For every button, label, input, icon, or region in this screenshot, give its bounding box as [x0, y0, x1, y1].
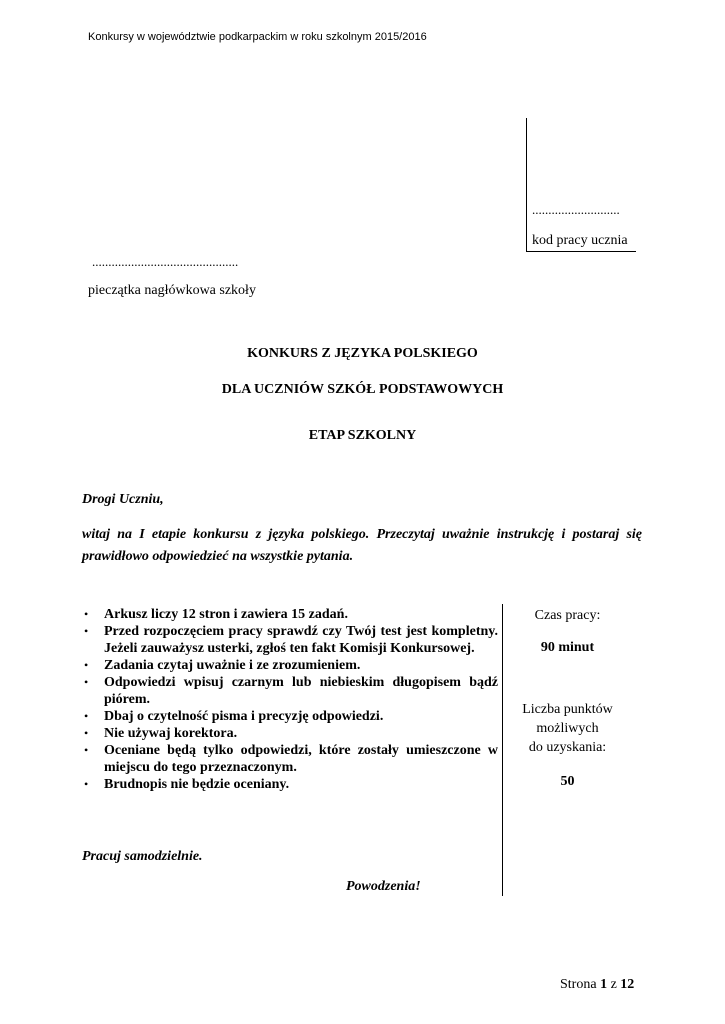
- instruction-item: • Odpowiedzi wpisuj czarnym lub niebieskim długopisem bądź piórem.: [84, 675, 498, 707]
- bullet-icon: •: [84, 675, 89, 689]
- bullet-icon: •: [84, 658, 89, 672]
- instruction-item: • Brudnopis nie będzie oceniany.: [84, 777, 290, 792]
- time-label: Czas pracy:: [534, 608, 601, 623]
- rules-divider: [502, 604, 503, 896]
- points-label-line1: Liczba punktów: [522, 702, 613, 717]
- intro-paragraph: witaj na I etapie konkursu z języka polskiego. Przeczytaj uważnie instrukcję i postaraj się prawidłowo odpowiedzieć na wszystkie pytania.: [82, 527, 642, 564]
- bullet-icon: •: [84, 607, 89, 621]
- contest-stage: ETAP SZKOLNY: [308, 428, 417, 443]
- bullet-icon: •: [84, 709, 89, 723]
- instruction-item: • Nie używaj korektora.: [84, 726, 238, 741]
- instruction-item: • Przed rozpoczęciem pracy sprawdź czy Twój test jest kompletny. Jeżeli zauważysz usterki, zgłoś ten fakt Komisji Konkursowej.: [84, 624, 498, 656]
- bullet-icon: •: [84, 777, 89, 791]
- school-stamp-label: pieczątka nagłówkowa szkoły: [88, 283, 256, 298]
- greeting: Drogi Uczniu,: [82, 492, 164, 507]
- contest-title: KONKURS Z JĘZYKA POLSKIEGO: [247, 346, 478, 361]
- student-code-field: ...........................: [532, 202, 620, 217]
- points-value: 50: [560, 774, 575, 789]
- instruction-item: • Arkusz liczy 12 stron i zawiera 15 zadań.: [84, 607, 348, 622]
- work-alone-note: Pracuj samodzielnie.: [82, 849, 203, 864]
- page-number: Strona 1 z 12: [560, 977, 635, 992]
- points-label-line2: możliwych: [536, 721, 599, 736]
- student-code-label: kod pracy ucznia: [532, 233, 628, 248]
- bullet-icon: •: [84, 726, 89, 740]
- code-box-underline: [526, 251, 636, 252]
- bullet-icon: •: [84, 624, 89, 638]
- instruction-item: • Zadania czytaj uważnie i ze zrozumieniem.: [84, 658, 361, 673]
- good-luck-note: Powodzenia!: [346, 879, 421, 894]
- instruction-item: • Dbaj o czytelność pisma i precyzję odpowiedzi.: [84, 709, 384, 724]
- time-value: 90 minut: [540, 640, 595, 655]
- running-header: Konkursy w województwie podkarpackim w roku szkolnym 2015/2016: [88, 31, 427, 43]
- school-stamp-field: .............................................: [92, 254, 239, 269]
- bullet-icon: •: [84, 743, 89, 757]
- instructions-list: [82, 606, 498, 793]
- instruction-item: • Oceniane będą tylko odpowiedzi, które zostały umieszczone w miejscu do tego przeznaczonym.: [84, 743, 498, 775]
- points-label-line3: do uzyskania:: [528, 740, 607, 755]
- code-box-divider: [526, 118, 527, 252]
- contest-audience: DLA UCZNIÓW SZKÓŁ PODSTAWOWYCH: [221, 382, 504, 397]
